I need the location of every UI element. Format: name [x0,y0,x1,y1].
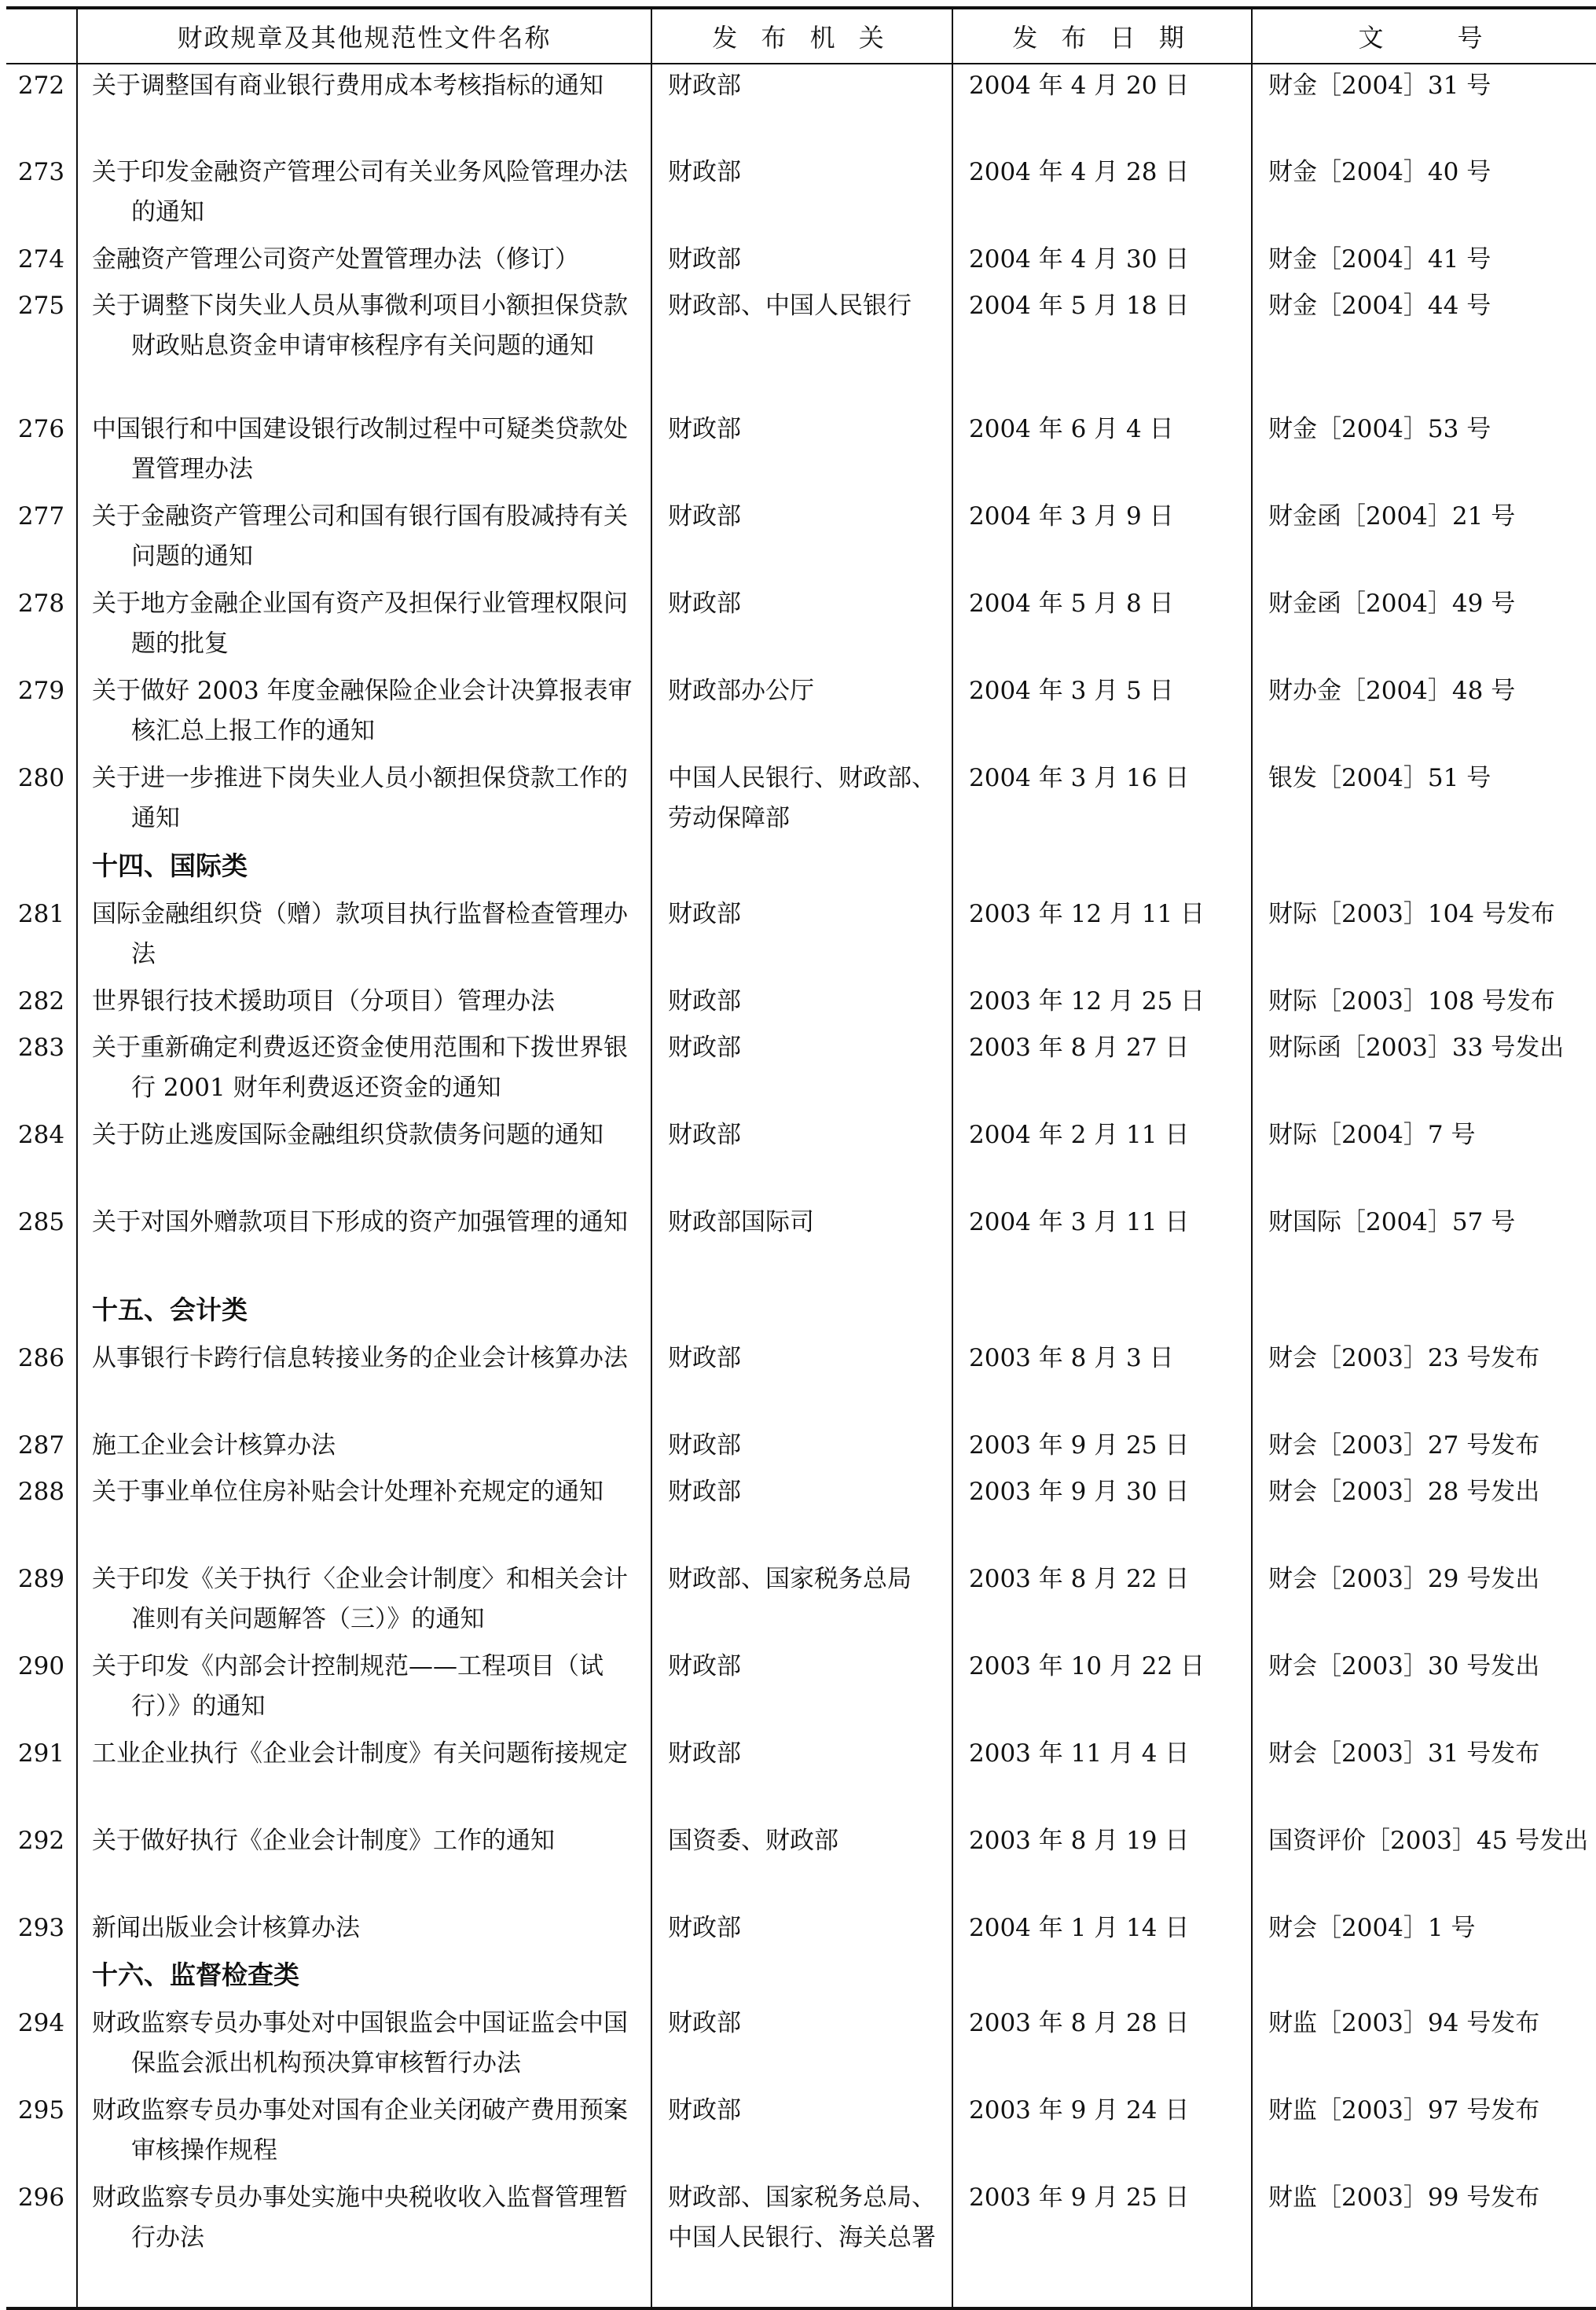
document-name-text: 施工企业会计核算办法 [92,1431,336,1460]
issue-date: 2004 年 1 月 14 日 [952,1907,1252,1953]
table-row [6,1645,1596,1732]
document-number: 财金函［2004］21 号 [1252,495,1596,582]
row-number: 293 [17,1914,65,1942]
row-number: 292 [17,1827,65,1855]
issue-date: 2004 年 3 月 11 日 [952,1201,1252,1288]
document-number: 国资评价［2003］45 号发出 [1252,1820,1596,1907]
document-name [77,1201,651,1288]
header-doc-number: 文 号 [1252,8,1596,64]
issue-date: 2003 年 9 月 25 日 [952,2176,1252,2308]
section-heading: 十六、监督检查类 [77,1953,651,2002]
row-number: 278 [17,589,65,618]
document-name-text: 关于调整下岗失业人员从事微利项目小额担保贷款财政贴息资金申请审核程序有关问题的通知 [92,292,628,360]
document-number: 财会［2003］27 号发布 [1252,1424,1596,1471]
section-empty-cell [1252,1288,1596,1337]
row-number: 272 [17,72,65,100]
issue-date: 2004 年 4 月 28 日 [952,151,1252,238]
document-name [77,1645,651,1732]
issuing-agency: 财政部 [651,495,952,582]
issuing-agency: 财政部 [651,1907,952,1953]
section-empty-cell [1252,1953,1596,2002]
issue-date: 2004 年 6 月 4 日 [952,408,1252,495]
row-number: 290 [17,1652,65,1680]
document-name-text: 关于对国外赠款项目下形成的资产加强管理的通知 [92,1208,628,1236]
issue-date: 2004 年 5 月 8 日 [952,582,1252,670]
issue-date: 2004 年 4 月 20 日 [952,64,1252,151]
document-name [77,757,651,844]
row-number: 277 [17,502,65,531]
document-number: 财会［2003］28 号发出 [1252,1471,1596,1558]
table-row [6,2176,1596,2308]
row-number: 285 [17,1208,65,1236]
document-number: 财际［2003］104 号发布 [1252,893,1596,980]
table-row [6,1114,1596,1201]
table-row [6,670,1596,757]
issue-date: 2003 年 8 月 3 日 [952,1337,1252,1424]
document-name [77,670,651,757]
document-name [77,893,651,980]
issue-date: 2003 年 11 月 4 日 [952,1732,1252,1820]
table-row [6,64,1596,151]
table-row [6,1558,1596,1645]
document-name [77,285,651,408]
issue-date: 2003 年 9 月 24 日 [952,2089,1252,2176]
document-name-text: 关于金融资产管理公司和国有银行国有股减持有关问题的通知 [92,502,628,571]
table-row [6,1471,1596,1558]
document-name-text: 新闻出版业会计核算办法 [92,1914,360,1942]
table-body [6,64,1596,2308]
row-number: 284 [17,1121,65,1149]
document-number: 财金［2004］41 号 [1252,238,1596,285]
row-number: 275 [17,292,65,320]
issuing-agency: 财政部 [651,1732,952,1820]
section-heading-row [6,844,1596,893]
row-number: 282 [17,987,65,1015]
row-number: 280 [17,764,65,792]
document-name [77,980,651,1026]
issuing-agency: 中国人民银行、财政部、劳动保障部 [651,757,952,844]
section-empty-cell [952,844,1252,893]
document-name [77,1558,651,1645]
document-name-text: 关于重新确定利费返还资金使用范围和下拨世界银行 2001 财年利费返还资金的通知 [92,1034,628,1102]
section-empty-cell [952,1953,1252,2002]
document-number: 财办金［2004］48 号 [1252,670,1596,757]
section-empty-cell [6,1288,77,1337]
issue-date: 2003 年 8 月 27 日 [952,1026,1252,1114]
table-row [6,495,1596,582]
section-empty-cell [651,1953,952,2002]
issue-date: 2004 年 5 月 18 日 [952,285,1252,408]
table-row [6,238,1596,285]
document-name [77,2002,651,2089]
document-name-text: 关于事业单位住房补贴会计处理补充规定的通知 [92,1478,604,1506]
section-heading-row [6,1953,1596,2002]
row-number: 274 [17,245,65,274]
row-number: 287 [17,1431,65,1460]
issue-date: 2003 年 9 月 25 日 [952,1424,1252,1471]
document-number: 财监［2003］97 号发布 [1252,2089,1596,2176]
issuing-agency: 财政部 [651,151,952,238]
document-name-text: 关于进一步推进下岗失业人员小额担保贷款工作的通知 [92,764,628,832]
document-name-text: 关于地方金融企业国有资产及担保行业管理权限问题的批复 [92,589,628,658]
row-number: 288 [17,1478,65,1506]
section-empty-cell [6,844,77,893]
document-number: 财金［2004］53 号 [1252,408,1596,495]
document-name-text: 关于做好执行《企业会计制度》工作的通知 [92,1827,555,1855]
issuing-agency: 财政部 [651,980,952,1026]
document-name [77,64,651,151]
table-row [6,582,1596,670]
row-number: 295 [17,2096,65,2125]
issuing-agency: 财政部、中国人民银行 [651,285,952,408]
issue-date: 2003 年 9 月 30 日 [952,1471,1252,1558]
document-number: 财会［2003］30 号发出 [1252,1645,1596,1732]
document-name [77,582,651,670]
document-number: 财监［2003］99 号发布 [1252,2176,1596,2308]
table-row [6,408,1596,495]
issue-date: 2004 年 4 月 30 日 [952,238,1252,285]
issuing-agency: 财政部 [651,408,952,495]
document-name-text: 关于印发《内部会计控制规范——工程项目（试行）》的通知 [92,1652,604,1721]
document-name [77,1337,651,1424]
issuing-agency: 财政部 [651,582,952,670]
document-name [77,2176,651,2308]
document-name [77,238,651,285]
document-number: 财金［2004］31 号 [1252,64,1596,151]
document-name [77,1026,651,1114]
document-name-text: 财政监察专员办事处对国有企业关闭破产费用预案审核操作规程 [92,2096,628,2165]
document-number: 财会［2003］23 号发布 [1252,1337,1596,1424]
table-row [6,980,1596,1026]
row-number: 286 [17,1344,65,1372]
issuing-agency: 财政部 [651,1337,952,1424]
issue-date: 2003 年 12 月 11 日 [952,893,1252,980]
document-name [77,1471,651,1558]
issuing-agency: 财政部办公厅 [651,670,952,757]
document-number: 财国际［2004］57 号 [1252,1201,1596,1288]
issuing-agency: 财政部 [651,1471,952,1558]
document-name-text: 财政监察专员办事处实施中央税收收入监督管理暂行办法 [92,2183,628,2252]
document-name [77,151,651,238]
header-name: 财政规章及其他规范性文件名称 [77,8,651,64]
document-name-text: 关于做好 2003 年度金融保险企业会计决算报表审核汇总上报工作的通知 [92,677,633,745]
row-number: 289 [17,1565,65,1593]
document-number: 财会［2004］1 号 [1252,1907,1596,1953]
header-date: 发 布 日 期 [952,8,1252,64]
document-name-text: 从事银行卡跨行信息转接业务的企业会计核算办法 [92,1344,628,1372]
issue-date: 2003 年 8 月 22 日 [952,1558,1252,1645]
header-agency: 发 布 机 关 [651,8,952,64]
issuing-agency: 国资委、财政部 [651,1820,952,1907]
row-number: 283 [17,1034,65,1062]
regulations-table [6,6,1596,2310]
document-name [77,1732,651,1820]
issuing-agency: 财政部 [651,2089,952,2176]
table-row [6,2089,1596,2176]
document-name-text: 关于印发金融资产管理公司有关业务风险管理办法的通知 [92,158,628,226]
document-number: 财际［2003］108 号发布 [1252,980,1596,1026]
issuing-agency: 财政部 [651,893,952,980]
document-name-text: 财政监察专员办事处对中国银监会中国证监会中国保监会派出机构预决算审核暂行办法 [92,2009,628,2077]
document-number: 财金［2004］44 号 [1252,285,1596,408]
section-heading: 十五、会计类 [77,1288,651,1337]
table-row [6,1820,1596,1907]
section-heading-row [6,1288,1596,1337]
issuing-agency: 财政部、国家税务总局、中国人民银行、海关总署 [651,2176,952,2308]
issue-date: 2004 年 3 月 16 日 [952,757,1252,844]
row-number: 273 [17,158,65,186]
document-name [77,2089,651,2176]
table-row [6,151,1596,238]
document-name [77,495,651,582]
document-name-text: 金融资产管理公司资产处置管理办法（修订） [92,245,579,274]
issue-date: 2004 年 3 月 5 日 [952,670,1252,757]
table-row [6,1732,1596,1820]
issue-date: 2004 年 2 月 11 日 [952,1114,1252,1201]
document-number: 银发［2004］51 号 [1252,757,1596,844]
section-empty-cell [1252,844,1596,893]
table-row [6,285,1596,408]
document-number: 财金函［2004］49 号 [1252,582,1596,670]
document-name [77,1907,651,1953]
section-empty-cell [651,844,952,893]
row-number: 276 [17,415,65,443]
document-name-text: 工业企业执行《企业会计制度》有关问题衔接规定 [92,1739,628,1768]
header-number [6,8,77,64]
row-number: 294 [17,2009,65,2037]
issue-date: 2003 年 12 月 25 日 [952,980,1252,1026]
issuing-agency: 财政部 [651,64,952,151]
issuing-agency: 财政部 [651,1114,952,1201]
document-number: 财金［2004］40 号 [1252,151,1596,238]
document-name-text: 关于印发《关于执行〈企业会计制度〉和相关会计准则有关问题解答（三）》的通知 [92,1565,628,1633]
issuing-agency: 财政部 [651,1026,952,1114]
table-row [6,1201,1596,1288]
document-number: 财会［2003］29 号发出 [1252,1558,1596,1645]
section-empty-cell [6,1953,77,2002]
document-name [77,1114,651,1201]
document-name-text: 世界银行技术援助项目（分项目）管理办法 [92,987,555,1015]
document-name-text: 关于防止逃废国际金融组织贷款债务问题的通知 [92,1121,604,1149]
table-row [6,1907,1596,1953]
row-number: 279 [17,677,65,705]
document-name [77,1820,651,1907]
table-header-row [6,8,1596,64]
row-number: 296 [17,2183,65,2212]
table-row [6,1337,1596,1424]
issue-date: 2003 年 10 月 22 日 [952,1645,1252,1732]
document-name [77,408,651,495]
document-name-text: 国际金融组织贷（赠）款项目执行监督检查管理办法 [92,900,628,968]
issuing-agency: 财政部 [651,1424,952,1471]
issuing-agency: 财政部国际司 [651,1201,952,1288]
table-row [6,2002,1596,2089]
document-number: 财监［2003］94 号发布 [1252,2002,1596,2089]
section-heading: 十四、国际类 [77,844,651,893]
section-empty-cell [952,1288,1252,1337]
issuing-agency: 财政部 [651,238,952,285]
issue-date: 2003 年 8 月 28 日 [952,2002,1252,2089]
issue-date: 2004 年 3 月 9 日 [952,495,1252,582]
row-number: 291 [17,1739,65,1768]
document-number: 财际函［2003］33 号发出 [1252,1026,1596,1114]
section-empty-cell [651,1288,952,1337]
document-name-text: 关于调整国有商业银行费用成本考核指标的通知 [92,72,604,100]
row-number: 281 [17,900,65,928]
issuing-agency: 财政部 [651,1645,952,1732]
issuing-agency: 财政部、国家税务总局 [651,1558,952,1645]
document-number: 财际［2004］7 号 [1252,1114,1596,1201]
document-name-text: 中国银行和中国建设银行改制过程中可疑类贷款处置管理办法 [92,415,628,483]
table-row [6,1424,1596,1471]
table-row [6,893,1596,980]
table-row [6,1026,1596,1114]
issue-date: 2003 年 8 月 19 日 [952,1820,1252,1907]
table-row [6,757,1596,844]
issuing-agency: 财政部 [651,2002,952,2089]
document-name [77,1424,651,1471]
document-number: 财会［2003］31 号发布 [1252,1732,1596,1820]
